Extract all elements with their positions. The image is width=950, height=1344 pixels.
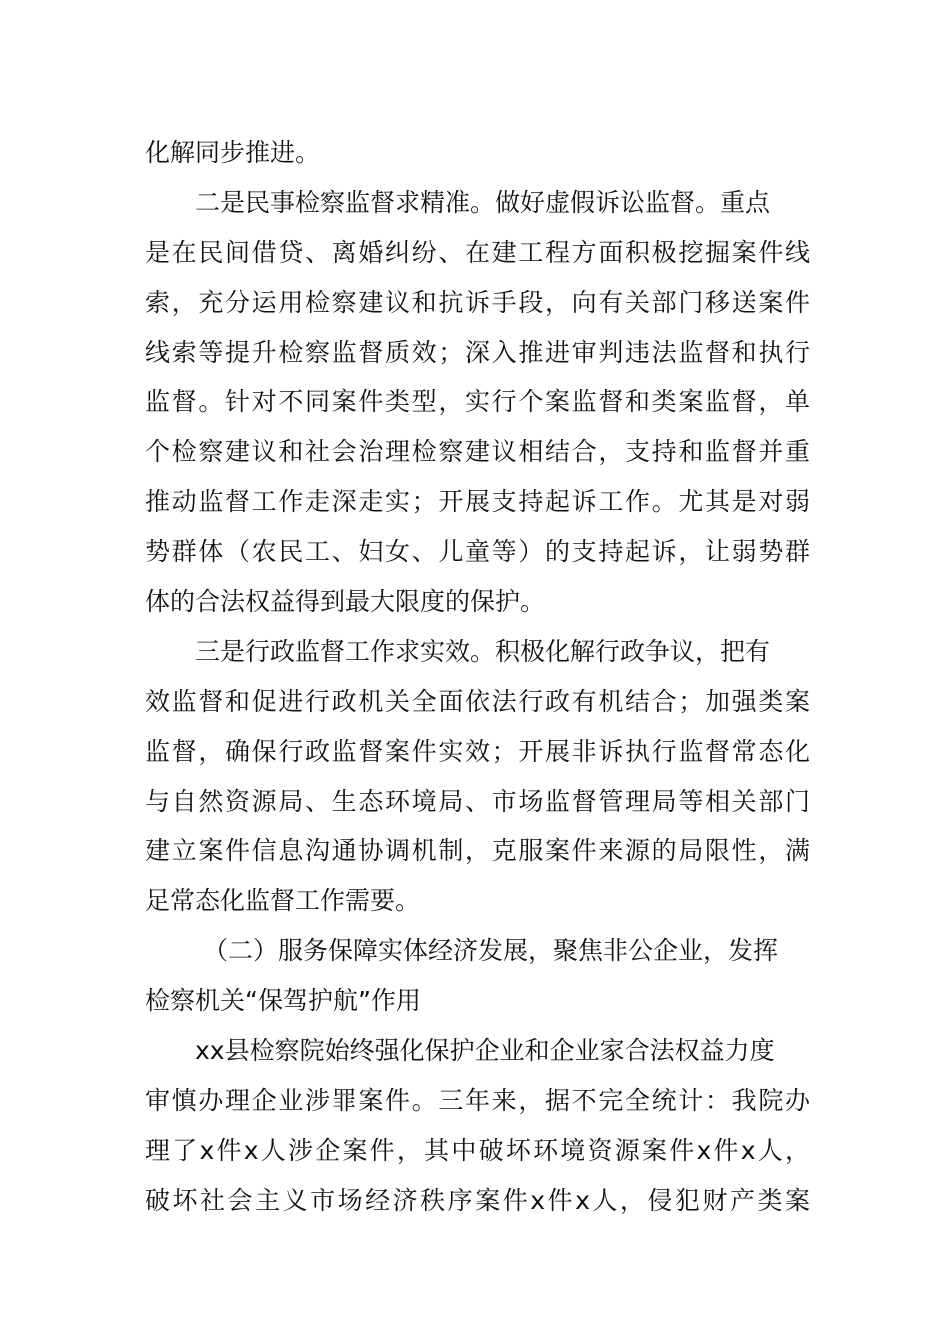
text-line: 体的合法权益得到最大限度的保护。 — [145, 587, 546, 617]
paragraph-lead-line: 二是民事检察监督求精准。做好虚假诉讼监督。重点 — [195, 187, 771, 217]
text-line: 足常态化监督工作需要。 — [145, 886, 421, 916]
paragraph-lead-line: xx县检察院始终强化保护企业和企业家合法权益力度 — [195, 1036, 775, 1066]
document-body — [145, 128, 810, 1226]
text-line: 与自然资源局、生态环境局、市场监督管理局等相关部门 — [145, 786, 810, 816]
text-line: 监督。针对不同案件类型，实行个案监督和类案监督，单 — [145, 387, 810, 417]
section-heading-line: （二）服务保障实体经济发展，聚焦非公企业，发挥 — [203, 936, 779, 966]
text-line: 索，充分运用检察建议和抗诉手段，向有关部门移送案件 — [145, 287, 810, 317]
text-line: 线索等提升检察监督质效；深入推进审判违法监督和执行 — [145, 337, 810, 367]
text-line: 势群体（农民工、妇女、儿童等）的支持起诉，让弱势群 — [145, 537, 810, 567]
text-line: 推动监督工作走深走实；开展支持起诉工作。尤其是对弱 — [145, 487, 810, 517]
paragraph-lead-line: 三是行政监督工作求实效。积极化解行政争议，把有 — [195, 636, 771, 666]
text-line: 化解同步推进。 — [145, 138, 321, 167]
text-line: 破坏社会主义市场经济秩序案件x件x人，侵犯财产类案 — [145, 1185, 810, 1215]
text-line: 监督，确保行政监督案件实效；开展非诉执行监督常态化 — [145, 736, 810, 766]
text-line: 个检察建议和社会治理检察建议相结合，支持和监督并重 — [145, 437, 810, 467]
text-line: 效监督和促进行政机关全面依法行政有机结合；加强类案 — [145, 686, 810, 716]
text-line: 建立案件信息沟通协调机制，克服案件来源的局限性，满 — [145, 836, 810, 866]
section-heading-line: 检察机关“保驾护航”作用 — [145, 986, 421, 1016]
text-line: 审慎办理企业涉罪案件。三年来，据不完全统计：我院办 — [145, 1085, 810, 1115]
text-line: 是在民间借贷、离婚纠纷、在建工程方面积极挖掘案件线 — [145, 237, 810, 267]
text-line: 理了x件x人涉企案件，其中破坏环境资源案件x件x人， — [145, 1135, 810, 1165]
